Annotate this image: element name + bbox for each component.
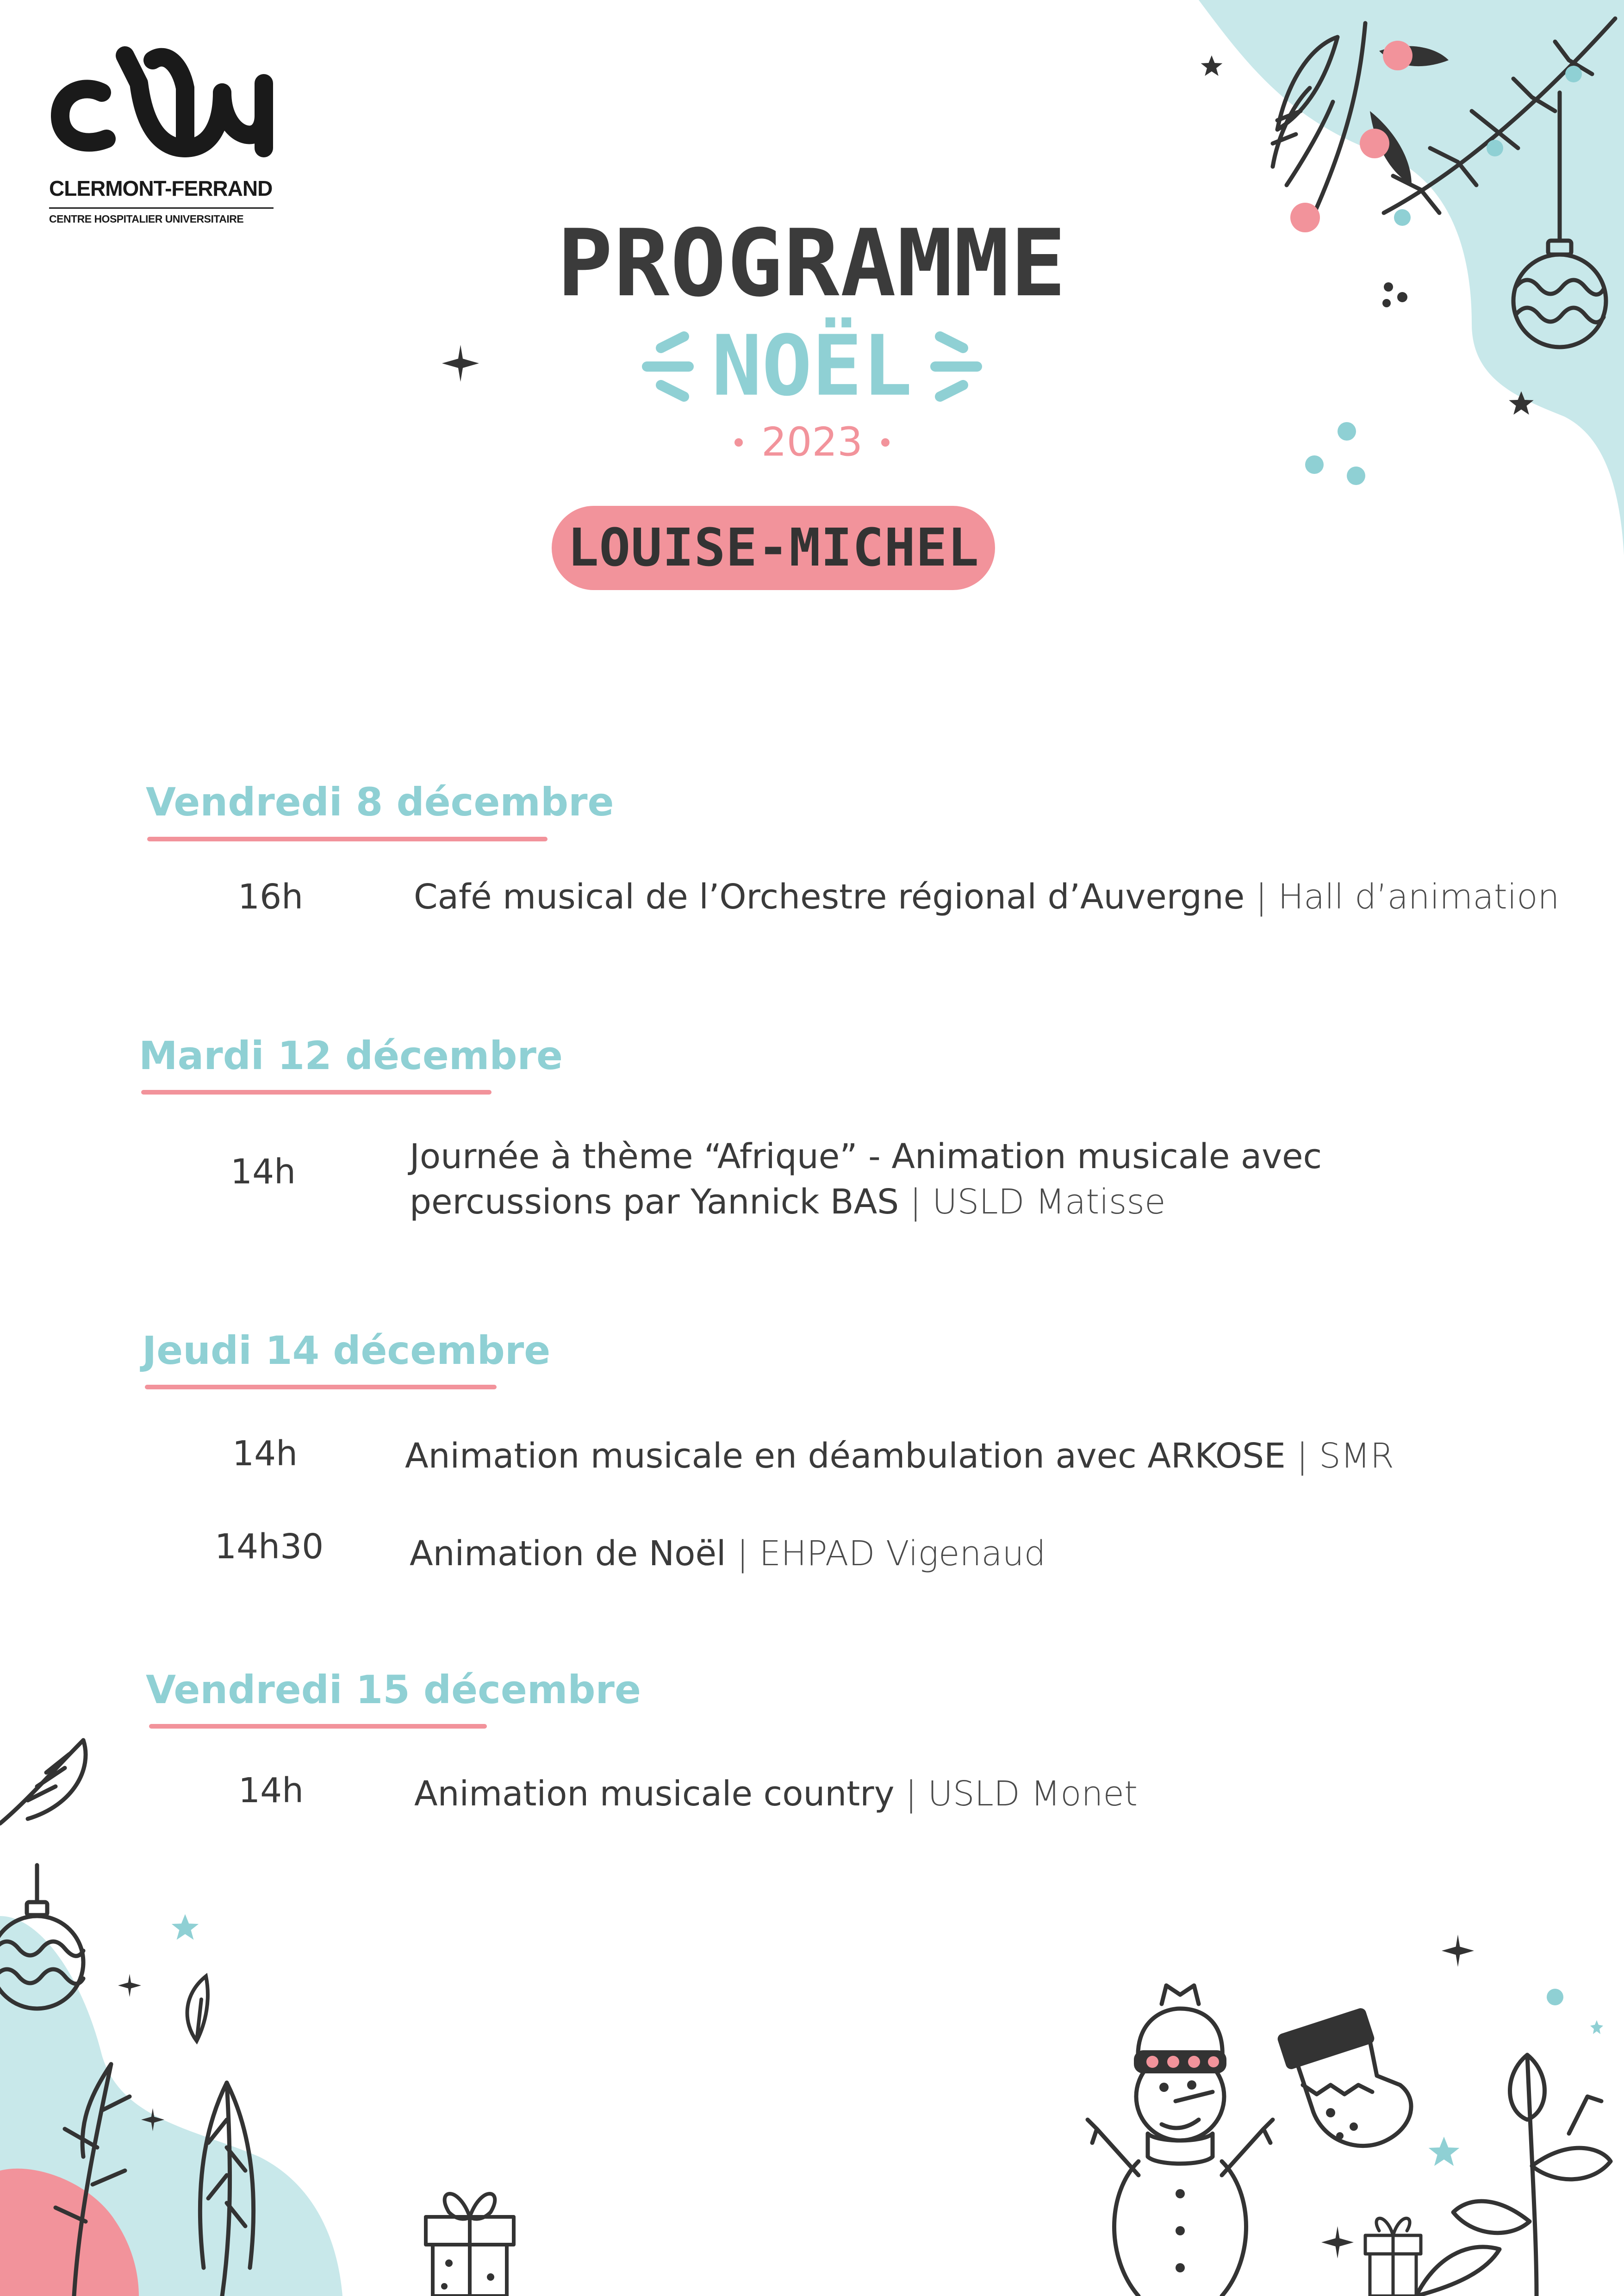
plant-icon <box>1416 2027 1624 2296</box>
day-heading: Jeudi 14 décembre <box>142 1328 551 1373</box>
leaf-icon <box>0 1731 93 1833</box>
event-time: 14h <box>230 1152 296 1192</box>
burst-right-icon <box>921 330 991 404</box>
noel-title <box>0 315 1624 413</box>
event-description <box>414 874 1559 920</box>
event-location: USLD Monet <box>927 1774 1138 1814</box>
event-separator: | <box>909 1182 921 1222</box>
event-description <box>405 1433 1394 1479</box>
day-underline <box>145 1385 497 1389</box>
sparkle-icon <box>1442 1935 1474 1967</box>
event-title: Animation de Noël <box>410 1534 726 1574</box>
leaf-icon <box>178 1972 215 2046</box>
year: 2023 <box>761 419 863 466</box>
logo-subtitle: CENTRE HOSPITALIER UNIVERSITAIRE <box>49 213 244 225</box>
event-description <box>410 1134 1567 1225</box>
site-badge: LOUISE-MICHEL <box>552 506 995 590</box>
event-location: SMR <box>1319 1436 1394 1476</box>
pine-branch-icon <box>9 2036 305 2296</box>
sparkle-icon <box>118 1974 141 1997</box>
gift-icon <box>1361 2203 1425 2296</box>
day-underline <box>147 837 548 841</box>
day-heading: Vendredi 8 décembre <box>146 779 614 825</box>
event-title: Animation musicale en déambulation avec ARKOSE <box>405 1436 1286 1476</box>
event-title-line: Journée à thème “Afrique” - Animation musicale avec <box>410 1137 1322 1176</box>
year-line <box>0 417 1624 466</box>
christmas-bauble-icon <box>0 1865 93 2041</box>
event-location: USLD Matisse <box>932 1182 1166 1222</box>
event-separator: | <box>1296 1436 1308 1476</box>
event-description <box>410 1531 1046 1576</box>
event-time: 14h <box>232 1434 298 1474</box>
chu-logo <box>46 37 287 241</box>
event-separator: | <box>905 1774 917 1814</box>
event-location: Hall d’animation <box>1278 877 1560 917</box>
star-icon <box>1199 53 1225 79</box>
event-description <box>414 1771 1138 1817</box>
dot-left-icon <box>734 438 743 447</box>
event-time: 14h30 <box>215 1527 324 1567</box>
sparkle-icon <box>1321 2226 1354 2259</box>
dot-right-icon <box>881 438 890 447</box>
event-separator: | <box>1255 877 1267 917</box>
burst-left-icon <box>633 330 703 404</box>
star-icon <box>169 1911 201 1944</box>
noel-word: NOËL <box>711 317 913 415</box>
event-time: 16h <box>238 877 304 917</box>
logo-name: CLERMONT-FERRAND <box>49 176 273 200</box>
programme-title: PROGRAMME <box>557 210 1067 317</box>
event-title: Animation musicale country <box>414 1774 895 1814</box>
day-heading: Vendredi 15 décembre <box>146 1667 641 1712</box>
logo-divider <box>49 207 274 209</box>
chu-logo-mark <box>46 37 278 167</box>
day-underline <box>149 1724 487 1729</box>
event-title-line-group <box>410 1179 1567 1225</box>
snowman-icon <box>1088 1981 1291 2296</box>
event-title: Café musical de l’Orchestre régional d’Auvergne <box>414 877 1256 917</box>
event-time: 14h <box>238 1771 304 1811</box>
day-heading: Mardi 12 décembre <box>139 1033 563 1078</box>
event-separator: | <box>737 1534 748 1574</box>
day-underline <box>141 1090 492 1095</box>
event-location: EHPAD Vigenaud <box>759 1534 1046 1574</box>
gift-icon <box>417 2166 523 2296</box>
event-title-line: percussions par Yannick BAS <box>410 1182 899 1222</box>
mitten-icon <box>1275 2011 1428 2164</box>
